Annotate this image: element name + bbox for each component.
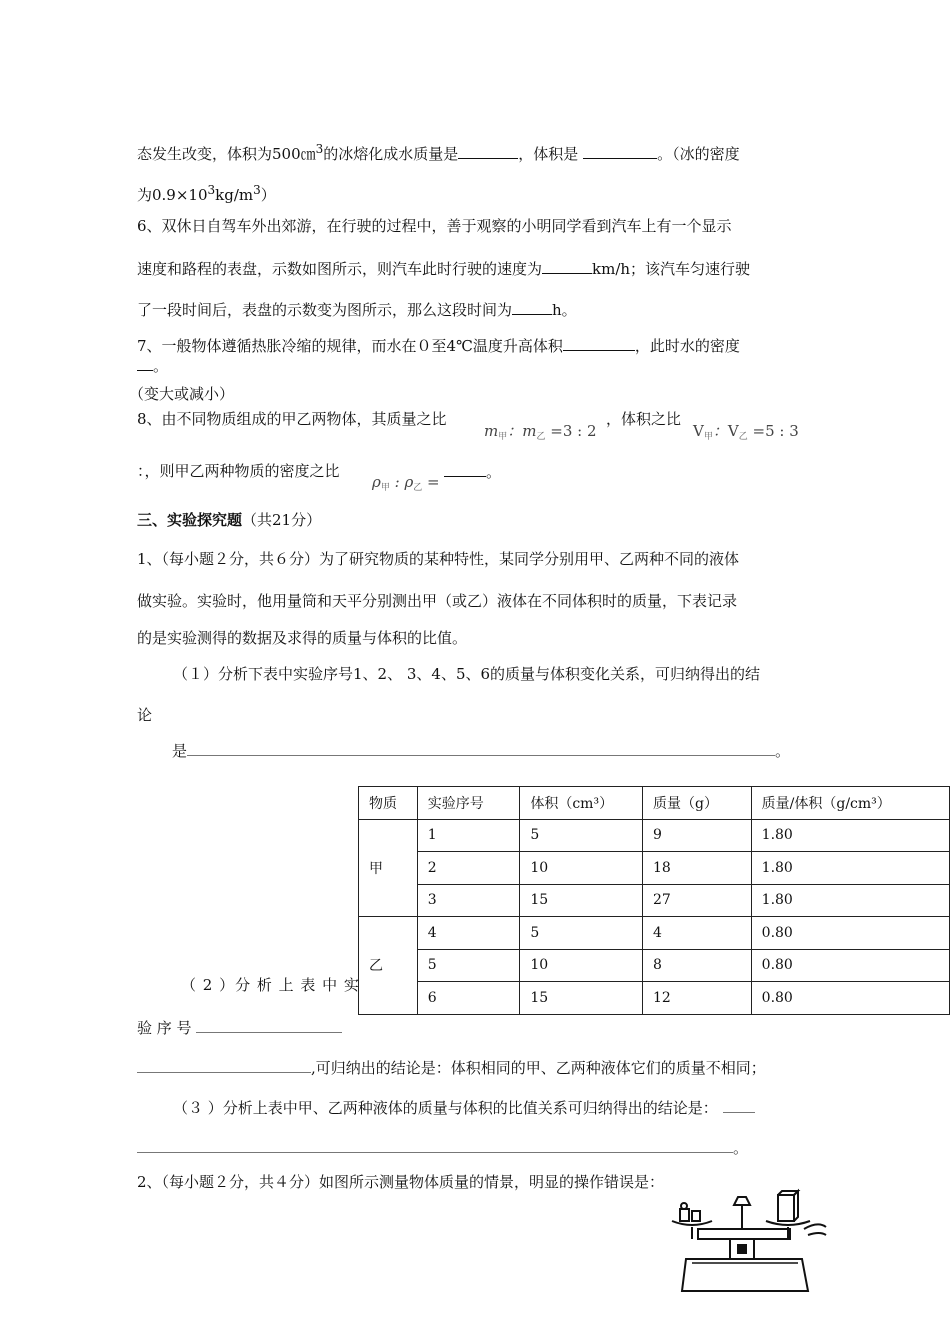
table-cell: 1.80 xyxy=(751,884,949,917)
text: 8、由不同物质组成的甲乙两物体，其质量之比 xyxy=(137,410,447,428)
text: ） xyxy=(260,186,276,204)
table-header: 物质 xyxy=(359,787,418,820)
table-cell: 1.80 xyxy=(751,819,949,852)
sub: 甲 xyxy=(703,432,713,442)
question-8-line-2 xyxy=(137,461,340,481)
substance-cell: 甲 xyxy=(359,819,418,917)
experiment-1-q1-line-2: 论 xyxy=(137,706,153,724)
table-header-row xyxy=(359,787,950,820)
text: 的冰熔化成水质量是 xyxy=(323,145,459,163)
blank-speed[interactable] xyxy=(542,258,592,274)
table-row xyxy=(359,884,950,917)
symbol-colon: : xyxy=(389,473,405,491)
table-cell: 6 xyxy=(417,982,520,1015)
table-row xyxy=(359,949,950,982)
text: 速度和路程的表盘，示数如图所示，则汽车此时行驶的速度为 xyxy=(137,260,543,278)
text: （３ ）分析上表中甲、乙两种液体的质量与体积的比值关系可归纳得出的结论是： xyxy=(173,1099,718,1117)
density-ratio-formula xyxy=(372,472,440,498)
blank-density-ratio[interactable] xyxy=(444,461,486,477)
text: 。 xyxy=(733,1139,749,1157)
text: 7、一般物体遵循热胀冷缩的规律，而水在０至4℃温度升高体积 xyxy=(137,337,563,355)
blank-experiment-numbers[interactable] xyxy=(196,1022,342,1033)
text: h。 xyxy=(552,301,577,319)
table-header: 质量（g） xyxy=(643,787,752,820)
symbol-rho: ρ xyxy=(372,473,381,491)
question-6-line-3 xyxy=(137,299,577,320)
blank-volume-change[interactable] xyxy=(563,335,635,351)
experiment-1-line-1: 1、（每小题２分，共６分）为了研究物质的某种特性，某同学分别用甲、乙两种不同的液体 xyxy=(137,550,740,568)
balance-scale-image xyxy=(668,1187,828,1297)
table-cell: 4 xyxy=(417,917,520,950)
blank-conclusion-1[interactable] xyxy=(187,745,775,756)
text: 。 xyxy=(775,742,791,760)
table-cell: 1.80 xyxy=(751,852,949,885)
text: 。 xyxy=(153,357,169,375)
table-cell: 2 xyxy=(417,852,520,885)
question-7-line-1 xyxy=(137,335,740,356)
sup: 3 xyxy=(315,142,324,156)
mass-ratio-formula xyxy=(484,421,597,447)
sub: 乙 xyxy=(413,483,423,493)
ratio-value: =5 : 3 xyxy=(747,422,799,440)
table-row xyxy=(359,852,950,885)
experiment-1-q3-line-1 xyxy=(173,1098,755,1118)
sub: 甲 xyxy=(380,483,390,493)
substance-cell: 乙 xyxy=(359,917,418,1015)
table-cell: 5 xyxy=(520,819,643,852)
blank-volume[interactable] xyxy=(583,143,657,159)
symbol-m: m xyxy=(522,422,537,440)
question-8-mid: ，体积之比 xyxy=(606,410,682,428)
text: 验 序 号 xyxy=(137,1019,192,1037)
table-row xyxy=(359,917,950,950)
blank-experiment-numbers-cont[interactable] xyxy=(137,1062,311,1073)
experiment-1-q2-line-3 xyxy=(137,1058,766,1078)
text: 。（冰的密度 xyxy=(657,145,740,163)
text: ，体积是 xyxy=(518,145,579,163)
text: 了一段时间后，表盘的示数变为图所示，那么这段时间为 xyxy=(137,301,513,319)
blank-conclusion-3[interactable] xyxy=(723,1102,755,1113)
table-cell: 5 xyxy=(417,949,520,982)
table-cell: 12 xyxy=(643,982,752,1015)
symbol-v: V xyxy=(727,422,739,440)
blank-mass[interactable] xyxy=(458,143,518,159)
ice-density-line xyxy=(137,180,276,205)
question-7-line-2 xyxy=(137,356,168,376)
table-cell: 10 xyxy=(520,852,643,885)
symbol-colon: ： xyxy=(507,422,523,440)
fill-line-ice xyxy=(137,139,740,164)
symbol-colon: ： xyxy=(712,422,728,440)
section-points: （共21分） xyxy=(242,511,322,529)
data-table xyxy=(358,786,950,1015)
experiment-1-q2-line-1: （ 2 ）分 析 上 表 中 实 xyxy=(181,976,360,994)
blank-density-change[interactable] xyxy=(137,358,153,371)
volume-ratio-formula xyxy=(693,421,799,447)
table-cell: 1 xyxy=(417,819,520,852)
text: ,可归纳出的结论是：体积相同的甲、乙两种液体它们的质量不相同； xyxy=(311,1059,766,1077)
table-cell: 8 xyxy=(643,949,752,982)
section-title: 三、实验探究题 xyxy=(137,511,243,529)
text: kg/m xyxy=(215,186,254,204)
text: km/h；该汽车匀速行驶 xyxy=(592,260,751,278)
table-cell: 15 xyxy=(520,982,643,1015)
table-row xyxy=(359,819,950,852)
table-header: 体积（cm³） xyxy=(520,787,643,820)
text: 为0.9×10 xyxy=(137,186,208,204)
sup: 3 xyxy=(253,183,261,197)
table-cell: 0.80 xyxy=(751,982,949,1015)
table-cell: 15 xyxy=(520,884,643,917)
experiment-1-q3-line-2 xyxy=(137,1138,748,1158)
symbol-v: V xyxy=(693,422,704,440)
question-6-line-1: 6、双休日自驾车外出郊游，在行驶的过程中，善于观察的小明同学看到汽车上有一个显示 xyxy=(137,217,732,235)
table-cell: 5 xyxy=(520,917,643,950)
experiment-1-q1-line-3 xyxy=(172,741,790,761)
blank-time[interactable] xyxy=(512,299,552,315)
text: ：，则甲乙两种物质的密度之比 xyxy=(137,462,340,480)
sub: 乙 xyxy=(738,432,748,442)
text: 态发生改变，体积为500㎝ xyxy=(137,145,316,163)
density-ratio-answer xyxy=(444,461,501,482)
section-3-heading xyxy=(137,510,321,530)
text: 是 xyxy=(172,742,188,760)
experiment-1-line-3: 的是实验测得的数据及求得的质量与体积的比值。 xyxy=(137,629,468,647)
question-7-hint: （变大或减小） xyxy=(129,385,235,403)
sup: 3 xyxy=(207,183,216,197)
sub: 甲 xyxy=(498,432,508,442)
table-cell: 10 xyxy=(520,949,643,982)
table-cell: 18 xyxy=(643,852,752,885)
table-cell: 0.80 xyxy=(751,949,949,982)
table-cell: 4 xyxy=(643,917,752,950)
symbol-rho: ρ xyxy=(404,473,414,491)
equals: = xyxy=(422,473,440,491)
table-cell: 9 xyxy=(643,819,752,852)
experiment-1-line-2: 做实验。实验时，他用量筒和天平分别测出甲（或乙）液体在不同体积时的质量，下表记录 xyxy=(137,592,738,610)
question-8-line-1 xyxy=(137,409,447,429)
ratio-value: =3 : 2 xyxy=(545,422,597,440)
sub: 乙 xyxy=(536,432,546,442)
table-cell: 27 xyxy=(643,884,752,917)
experiment-2-line-1: 2、（每小题２分，共４分）如图所示测量物体质量的情景，明显的操作错误是： xyxy=(137,1173,665,1191)
table-header: 实验序号 xyxy=(417,787,520,820)
text: 。 xyxy=(486,463,502,481)
text: ，此时水的密度 xyxy=(634,337,740,355)
table-row xyxy=(359,982,950,1015)
table-cell: 0.80 xyxy=(751,917,949,950)
symbol-m: m xyxy=(484,422,499,440)
experiment-1-q2-line-2 xyxy=(137,1018,342,1038)
question-6-line-2 xyxy=(137,258,750,279)
table-cell: 3 xyxy=(417,884,520,917)
table-header: 质量/体积（g/cm³） xyxy=(751,787,949,820)
experiment-1-q1-line-1: （１）分析下表中实验序号1、2、 3、4、5、6的质量与体积变化关系，可归纳得出的结 xyxy=(173,665,761,683)
blank-conclusion-3-cont[interactable] xyxy=(137,1142,733,1153)
